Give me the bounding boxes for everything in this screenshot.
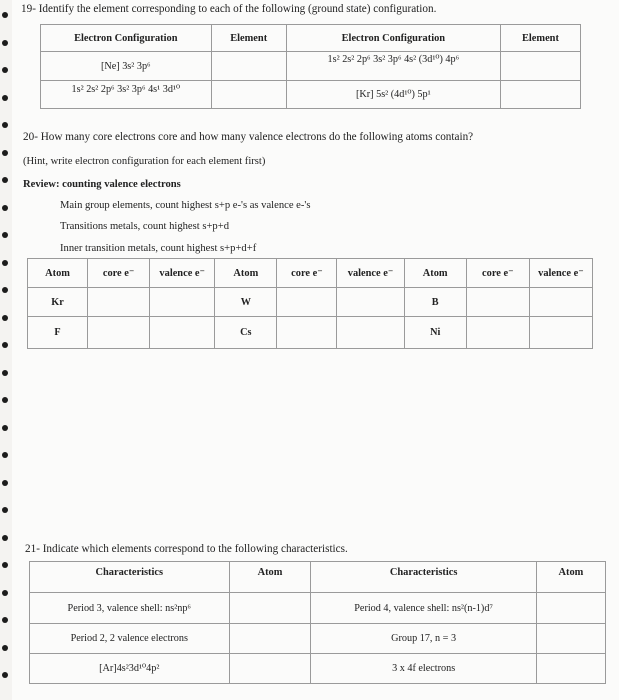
q20-atom-ni: Ni: [404, 317, 466, 349]
q20-atom-f: F: [28, 317, 88, 349]
q19-header-element-left: Element: [211, 25, 286, 52]
q21-answer-4[interactable]: [536, 593, 605, 624]
q20-answer-cell[interactable]: [466, 317, 529, 349]
q19-header-config-left: Electron Configuration: [41, 25, 212, 52]
q21-header-char-right: Characteristics: [311, 562, 536, 593]
q20-header-atom-1: Atom: [28, 259, 88, 288]
q21-answer-2[interactable]: [229, 624, 311, 654]
binder-hole-dot: [2, 150, 8, 156]
q21-answer-6[interactable]: [536, 654, 605, 684]
q20-answer-cell[interactable]: [529, 317, 592, 349]
q20-atom-b: B: [404, 288, 466, 317]
q21-char-3: [Ar]4s²3d¹⁰4p²: [30, 654, 230, 684]
q21-title: 21- Indicate which elements correspond to the following characteristics.: [25, 543, 348, 555]
q20-atom-w: W: [215, 288, 277, 317]
q20-answer-cell[interactable]: [466, 288, 529, 317]
q20-header-valence-3: valence e⁻: [529, 259, 592, 288]
q20-title: 20- How many core electrons core and how many valence electrons do the following atoms contain?: [23, 131, 474, 143]
q21-header-atom-left: Atom: [229, 562, 311, 593]
binder-hole-dot: [2, 425, 8, 431]
binder-hole-dot: [2, 562, 8, 568]
binder-hole-dot: [2, 480, 8, 486]
q21-char-1: Period 3, valence shell: ns²np⁶: [30, 593, 230, 624]
q20-hint: (Hint, write electron configuration for each element first): [23, 156, 266, 167]
binder-hole-dot: [2, 67, 8, 73]
q20-answer-cell[interactable]: [337, 317, 404, 349]
q19-header-config-right: Electron Configuration: [286, 25, 500, 52]
q19-table: [40, 24, 581, 109]
q19-answer-2[interactable]: [211, 81, 286, 109]
binder-hole-dot: [2, 342, 8, 348]
binder-hole-dot: [2, 397, 8, 403]
q19-config-1: [Ne] 3s² 3p⁶: [41, 52, 212, 81]
q19-title: 19- Identify the element corresponding to each of the following (ground state) configuration.: [21, 3, 437, 15]
q21-header-char-left: Characteristics: [30, 562, 230, 593]
q21-char-4: Period 4, valence shell: ns²(n-1)d⁷: [311, 593, 536, 624]
binder-hole-dot: [2, 287, 8, 293]
q20-atom-kr: Kr: [28, 288, 88, 317]
q20-table: [27, 258, 593, 349]
binder-hole-dot: [2, 535, 8, 541]
q20-answer-cell[interactable]: [88, 288, 150, 317]
binder-hole-dot: [2, 232, 8, 238]
q21-char-2: Period 2, 2 valence electrons: [30, 624, 230, 654]
binder-hole-dot: [2, 370, 8, 376]
binder-hole-dot: [2, 177, 8, 183]
q21-answer-1[interactable]: [229, 593, 311, 624]
q21-table: [29, 561, 606, 684]
q20-answer-cell[interactable]: [337, 288, 404, 317]
q21-header-atom-right: Atom: [536, 562, 605, 593]
q20-header-core-3: core e⁻: [466, 259, 529, 288]
q19-config-3: 1s² 2s² 2p⁶ 3s² 3p⁶ 4s² (3d¹⁰) 4p⁶: [286, 52, 500, 81]
worksheet-page: [12, 0, 619, 700]
q20-header-core-1: core e⁻: [88, 259, 150, 288]
q20-rule-main-group: Main group elements, count highest s+p e-'s as valence e-'s: [60, 200, 311, 211]
binder-hole-dot: [2, 645, 8, 651]
q20-header-atom-3: Atom: [404, 259, 466, 288]
q20-rule-transition: Transitions metals, count highest s+p+d: [60, 221, 229, 232]
q19-config-4: [Kr] 5s² (4d¹⁰) 5p¹: [286, 81, 500, 109]
binder-hole-dot: [2, 260, 8, 266]
q20-header-valence-1: valence e⁻: [150, 259, 215, 288]
binder-hole-dot: [2, 590, 8, 596]
binder-hole-dot: [2, 672, 8, 678]
binder-hole-dot: [2, 12, 8, 18]
q20-rule-inner-transition: Inner transition metals, count highest s+p+d+f: [60, 243, 257, 254]
q19-header-element-right: Element: [500, 25, 580, 52]
q20-header-atom-2: Atom: [215, 259, 277, 288]
q20-atom-cs: Cs: [215, 317, 277, 349]
q20-answer-cell[interactable]: [529, 288, 592, 317]
binder-hole-dot: [2, 205, 8, 211]
binder-hole-dot: [2, 315, 8, 321]
q21-answer-5[interactable]: [536, 624, 605, 654]
q21-char-5: Group 17, n = 3: [311, 624, 536, 654]
q20-answer-cell[interactable]: [88, 317, 150, 349]
binder-hole-dot: [2, 40, 8, 46]
q19-answer-4[interactable]: [500, 81, 580, 109]
q19-config-2: 1s² 2s² 2p⁶ 3s² 3p⁶ 4s¹ 3d¹⁰: [41, 81, 212, 109]
q20-header-valence-2: valence e⁻: [337, 259, 404, 288]
binder-hole-dot: [2, 617, 8, 623]
q19-answer-3[interactable]: [500, 52, 580, 81]
q20-header-core-2: core e⁻: [277, 259, 337, 288]
q20-answer-cell[interactable]: [277, 317, 337, 349]
q21-answer-3[interactable]: [229, 654, 311, 684]
binder-hole-dot: [2, 122, 8, 128]
q20-review-heading: Review: counting valence electrons: [23, 179, 181, 190]
binder-hole-dot: [2, 95, 8, 101]
q20-answer-cell[interactable]: [150, 317, 215, 349]
binder-hole-dot: [2, 452, 8, 458]
q19-answer-1[interactable]: [211, 52, 286, 81]
binder-hole-dot: [2, 507, 8, 513]
q21-char-6: 3 x 4f electrons: [311, 654, 536, 684]
q20-answer-cell[interactable]: [277, 288, 337, 317]
q20-answer-cell[interactable]: [150, 288, 215, 317]
